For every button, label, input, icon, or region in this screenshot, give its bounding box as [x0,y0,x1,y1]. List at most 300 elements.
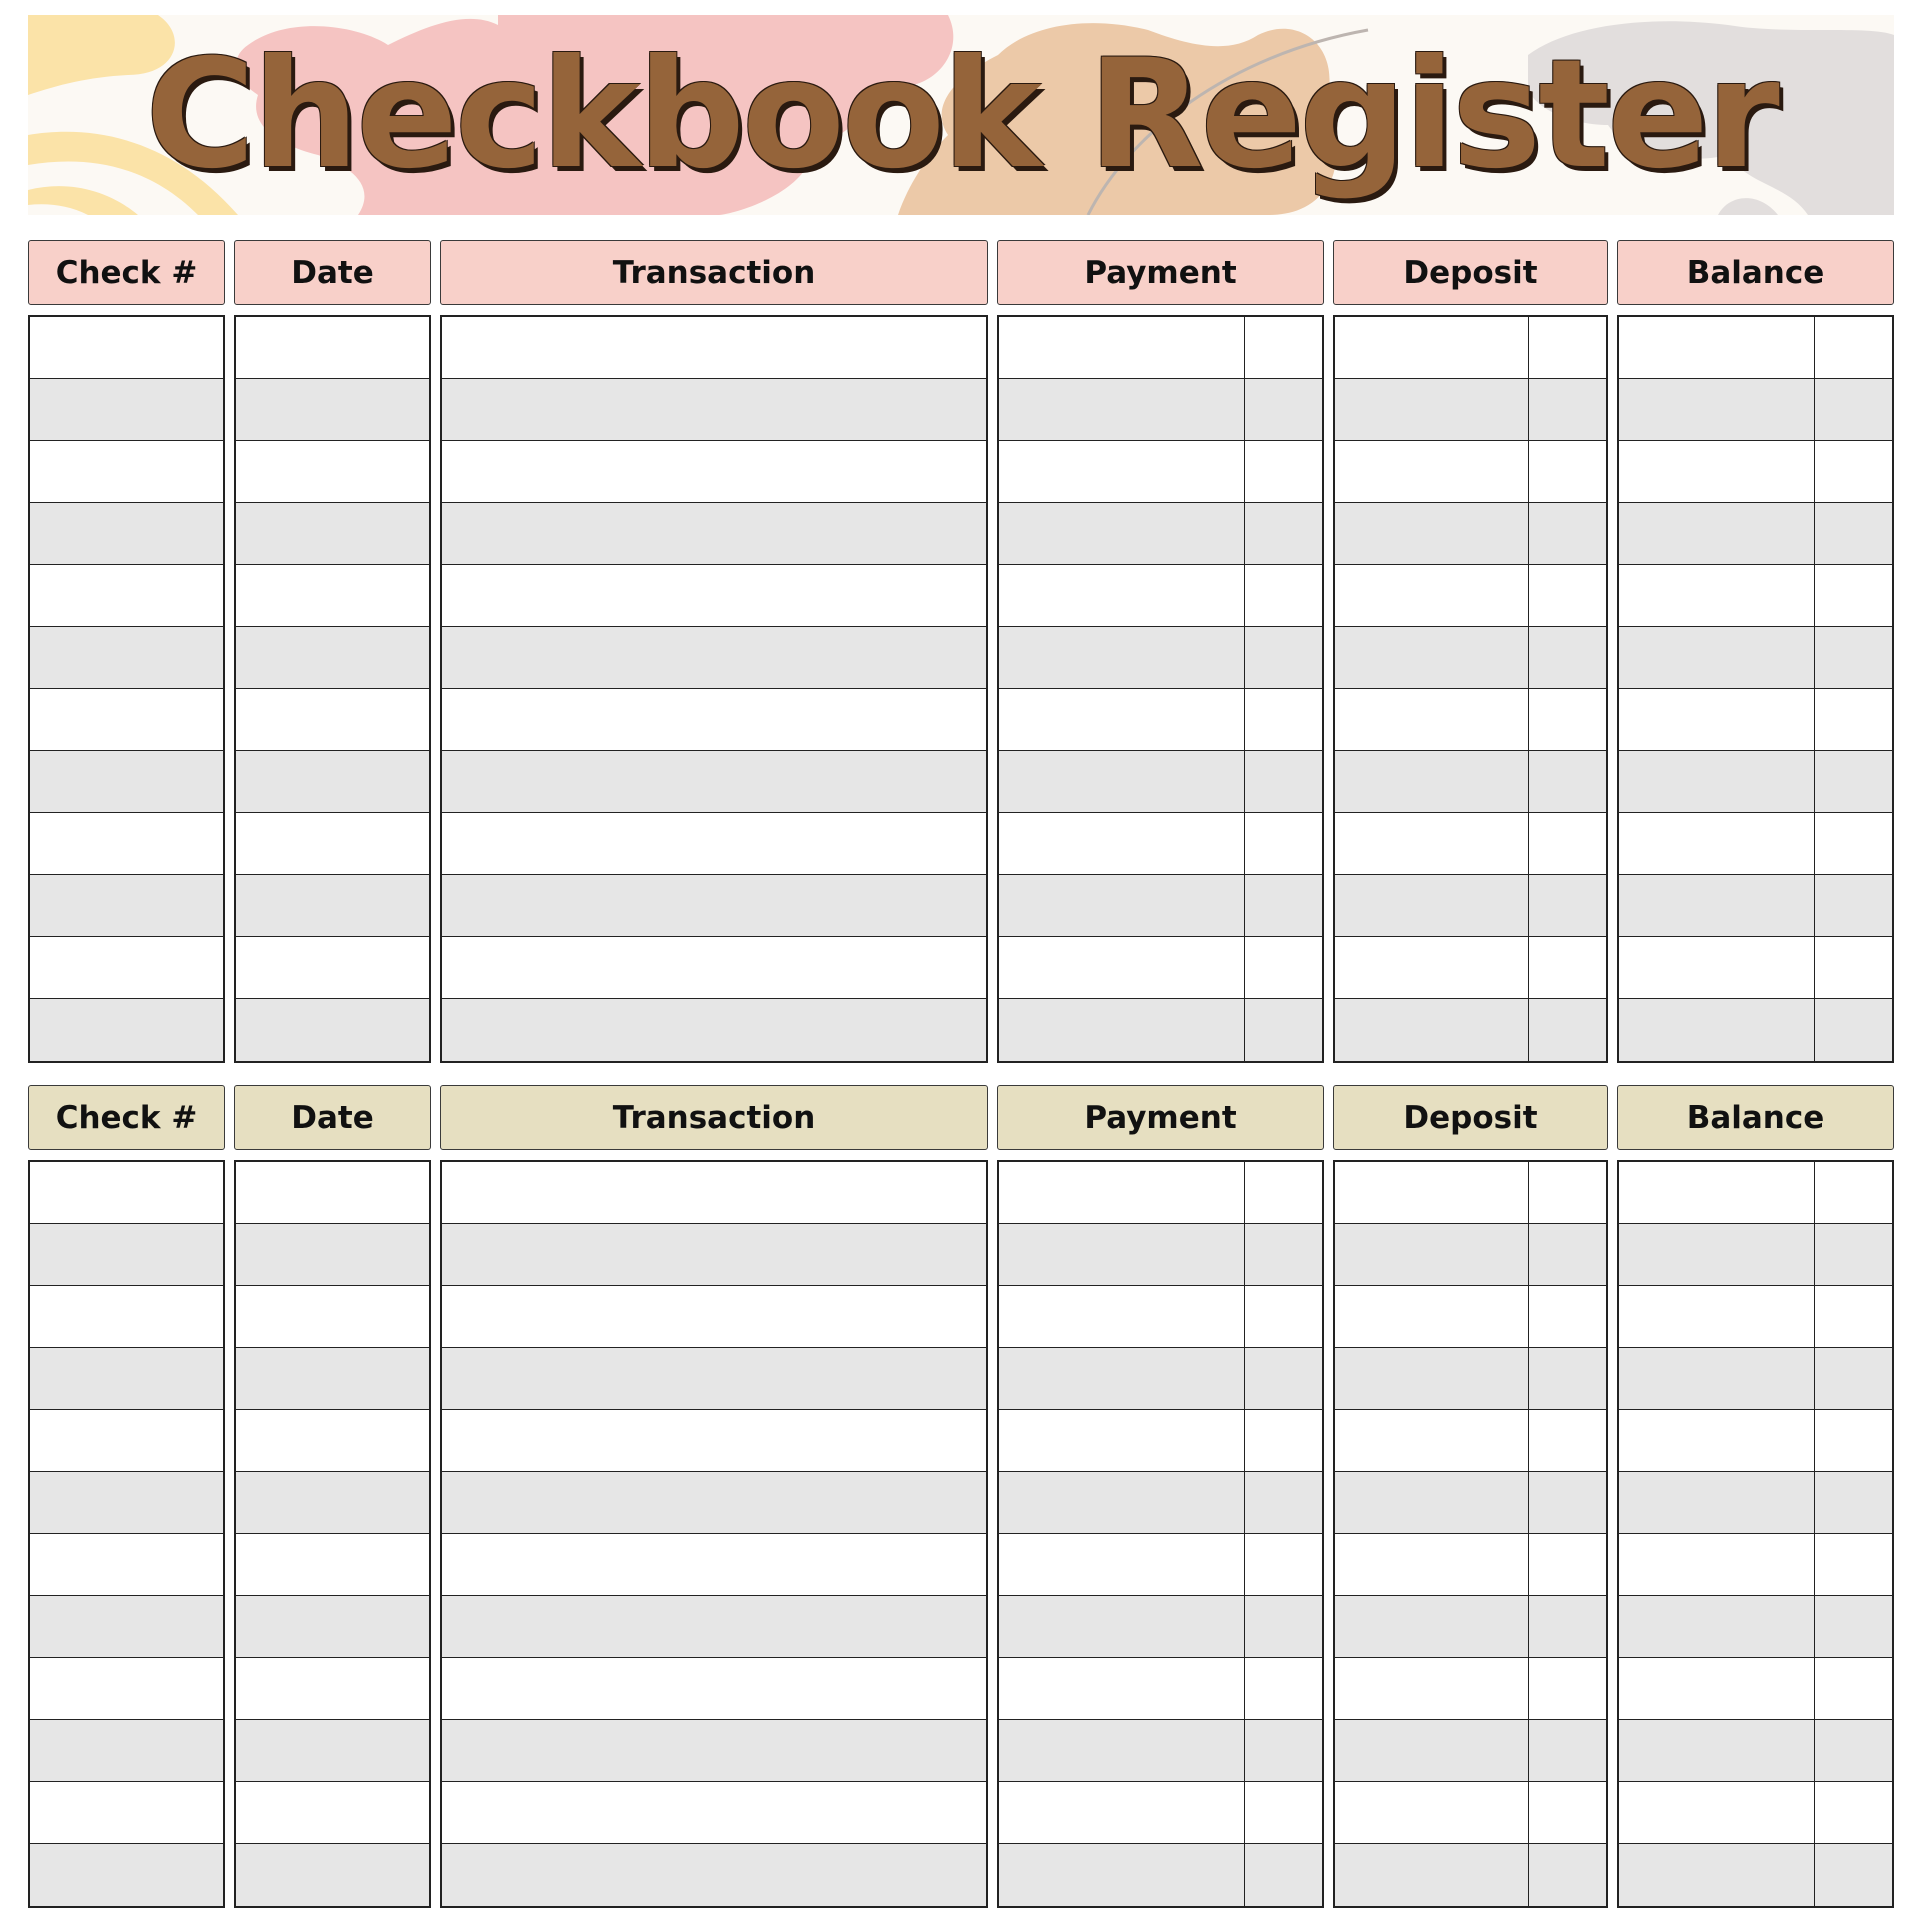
payment-cell[interactable] [999,627,1244,688]
table-row [1335,937,1606,999]
table-row [1335,565,1606,627]
payment-cell[interactable] [999,1472,1244,1533]
table-row [30,1286,223,1348]
check-cell[interactable] [30,1782,223,1843]
table-row [1619,875,1892,937]
balance-cents-cell[interactable] [1814,627,1892,688]
deposit-cents-cell[interactable] [1528,1658,1606,1719]
deposit-cents-cell[interactable] [1528,379,1606,440]
deposit-cell[interactable] [1335,937,1528,998]
transaction-cell[interactable] [442,1534,986,1595]
deposit-cents-cell[interactable] [1528,565,1606,626]
deposit-cell[interactable] [1335,875,1528,936]
deposit-cell[interactable] [1335,1286,1528,1347]
column-header-date: Date [234,1085,431,1150]
table-row [442,503,986,565]
balance-cents-cell[interactable] [1814,565,1892,626]
payment-cents-cell[interactable] [1244,875,1322,936]
balance-cell[interactable] [1619,937,1814,998]
table-row [442,999,986,1061]
balance-cell[interactable] [1619,1348,1814,1409]
payment-cents-cell[interactable] [1244,379,1322,440]
deposit-cell[interactable] [1335,1162,1528,1223]
table-row [1335,441,1606,503]
payment-cents-cell[interactable] [1244,999,1322,1061]
deposit-cell[interactable] [1335,565,1528,626]
deposit-cents-cell[interactable] [1528,1348,1606,1409]
date-cell[interactable] [236,999,429,1061]
table-row [1619,813,1892,875]
balance-cents-cell[interactable] [1814,1224,1892,1285]
column-header-check: Check # [28,240,225,305]
table-row [30,565,223,627]
table-row [1619,1844,1892,1906]
transaction-cell[interactable] [442,441,986,502]
deposit-cell[interactable] [1335,689,1528,750]
table-row [30,999,223,1061]
check-cell[interactable] [30,565,223,626]
table-row [442,1534,986,1596]
table-row [999,1224,1322,1286]
balance-cents-cell[interactable] [1814,1658,1892,1719]
payment-cell[interactable] [999,1410,1244,1471]
balance-cents-cell[interactable] [1814,1720,1892,1781]
balance-cell[interactable] [1619,813,1814,874]
deposit-cents-cell[interactable] [1528,1224,1606,1285]
payment-cents-cell[interactable] [1244,1596,1322,1657]
deposit-cents-cell[interactable] [1528,937,1606,998]
date-cell[interactable] [236,813,429,874]
table-row [1335,1472,1606,1534]
table-row [236,813,429,875]
payment-cents-cell[interactable] [1244,1162,1322,1223]
table-row [1619,1472,1892,1534]
transaction-cell[interactable] [442,379,986,440]
table-row [442,689,986,751]
deposit-cents-cell[interactable] [1528,1844,1606,1906]
payment-cents-cell[interactable] [1244,1782,1322,1843]
table-row [1335,627,1606,689]
transaction-cell[interactable] [442,1844,986,1906]
balance-cell[interactable] [1619,1286,1814,1347]
table-row [30,379,223,441]
balance-cell[interactable] [1619,1658,1814,1719]
balance-cents-cell[interactable] [1814,1348,1892,1409]
deposit-cents-cell[interactable] [1528,317,1606,378]
payment-cents-cell[interactable] [1244,627,1322,688]
balance-cell[interactable] [1619,1534,1814,1595]
deposit-cents-cell[interactable] [1528,1162,1606,1223]
table-row [236,379,429,441]
payment-cell[interactable] [999,1534,1244,1595]
date-cell[interactable] [236,1720,429,1781]
payment-cents-cell[interactable] [1244,1472,1322,1533]
payment-cell[interactable] [999,1720,1244,1781]
balance-cell[interactable] [1619,1844,1814,1906]
deposit-cell[interactable] [1335,317,1528,378]
table-row [1335,1286,1606,1348]
deposit-cents-cell[interactable] [1528,1286,1606,1347]
table-row [1335,875,1606,937]
table-row [999,379,1322,441]
balance-cell[interactable] [1619,999,1814,1061]
balance-cents-cell[interactable] [1814,751,1892,812]
payment-cell[interactable] [999,1162,1244,1223]
deposit-cents-cell[interactable] [1528,441,1606,502]
transaction-cell[interactable] [442,565,986,626]
payment-cell[interactable] [999,1224,1244,1285]
balance-cell[interactable] [1619,1162,1814,1223]
payment-cell[interactable] [999,751,1244,812]
deposit-cents-cell[interactable] [1528,689,1606,750]
balance-cents-cell[interactable] [1814,317,1892,378]
transaction-cell[interactable] [442,317,986,378]
balance-cents-cell[interactable] [1814,1472,1892,1533]
payment-cents-cell[interactable] [1244,1658,1322,1719]
balance-cents-cell[interactable] [1814,1844,1892,1906]
check-cell[interactable] [30,503,223,564]
date-cell[interactable] [236,565,429,626]
balance-cell[interactable] [1619,751,1814,812]
check-cell[interactable] [30,813,223,874]
payment-cents-cell[interactable] [1244,317,1322,378]
check-cell[interactable] [30,689,223,750]
deposit-cents-cell[interactable] [1528,1596,1606,1657]
transaction-cell[interactable] [442,875,986,936]
transaction-cell[interactable] [442,627,986,688]
transaction-cell[interactable] [442,751,986,812]
date-cell[interactable] [236,751,429,812]
date-cell[interactable] [236,1534,429,1595]
balance-cents-cell[interactable] [1814,875,1892,936]
deposit-cents-cell[interactable] [1528,875,1606,936]
column-balance [1617,1160,1894,1908]
table-row [999,937,1322,999]
deposit-cell[interactable] [1335,1472,1528,1533]
table-row [999,1410,1322,1472]
table-row [1619,1534,1892,1596]
table-row [236,1286,429,1348]
deposit-cents-cell[interactable] [1528,999,1606,1061]
transaction-cell[interactable] [442,1162,986,1223]
deposit-cents-cell[interactable] [1528,503,1606,564]
balance-cents-cell[interactable] [1814,1534,1892,1595]
deposit-cell[interactable] [1335,503,1528,564]
date-cell[interactable] [236,1472,429,1533]
column-header-payment: Payment [997,240,1324,305]
balance-cents-cell[interactable] [1814,813,1892,874]
date-cell[interactable] [236,627,429,688]
deposit-cell[interactable] [1335,1534,1528,1595]
deposit-cell[interactable] [1335,1410,1528,1471]
date-cell[interactable] [236,317,429,378]
payment-cell[interactable] [999,875,1244,936]
balance-cell[interactable] [1619,317,1814,378]
column-header-deposit: Deposit [1333,1085,1608,1150]
date-cell[interactable] [236,1286,429,1347]
table-row [1619,1596,1892,1658]
payment-cell[interactable] [999,999,1244,1061]
deposit-cents-cell[interactable] [1528,751,1606,812]
transaction-cell[interactable] [442,1658,986,1719]
table-row [442,1286,986,1348]
transaction-cell[interactable] [442,1782,986,1843]
payment-cents-cell[interactable] [1244,565,1322,626]
check-cell[interactable] [30,875,223,936]
table-row [236,1348,429,1410]
balance-cell[interactable] [1619,1224,1814,1285]
date-cell[interactable] [236,937,429,998]
deposit-cell[interactable] [1335,1224,1528,1285]
table-row [236,317,429,379]
date-cell[interactable] [236,875,429,936]
transaction-cell[interactable] [442,1596,986,1657]
transaction-cell[interactable] [442,503,986,564]
deposit-cents-cell[interactable] [1528,813,1606,874]
check-cell[interactable] [30,1224,223,1285]
balance-cell[interactable] [1619,1720,1814,1781]
transaction-cell[interactable] [442,937,986,998]
check-cell[interactable] [30,1844,223,1906]
table-row [999,317,1322,379]
transaction-cell[interactable] [442,1720,986,1781]
table-row [999,1782,1322,1844]
deposit-cell[interactable] [1335,1720,1528,1781]
column-header-date: Date [234,240,431,305]
payment-cell[interactable] [999,1596,1244,1657]
check-cell[interactable] [30,1348,223,1409]
table-row [236,1782,429,1844]
balance-cents-cell[interactable] [1814,441,1892,502]
payment-cents-cell[interactable] [1244,1224,1322,1285]
table-row [30,937,223,999]
balance-cell[interactable] [1619,441,1814,502]
balance-cell[interactable] [1619,875,1814,936]
table-row [236,565,429,627]
table-row [1335,689,1606,751]
payment-cell[interactable] [999,1658,1244,1719]
table-row [1335,1720,1606,1782]
balance-cents-cell[interactable] [1814,1782,1892,1843]
transaction-cell[interactable] [442,1410,986,1471]
balance-cell[interactable] [1619,627,1814,688]
balance-cents-cell[interactable] [1814,1596,1892,1657]
table-row [1335,1410,1606,1472]
date-cell[interactable] [236,379,429,440]
deposit-cents-cell[interactable] [1528,1720,1606,1781]
balance-cell[interactable] [1619,565,1814,626]
payment-cell[interactable] [999,1782,1244,1843]
balance-cents-cell[interactable] [1814,503,1892,564]
title-banner [28,15,1894,215]
table-row [1619,627,1892,689]
payment-cents-cell[interactable] [1244,689,1322,750]
payment-cell[interactable] [999,689,1244,750]
table-row [1619,1224,1892,1286]
check-cell[interactable] [30,1410,223,1471]
balance-cents-cell[interactable] [1814,1286,1892,1347]
payment-cell[interactable] [999,441,1244,502]
table-row [1619,1658,1892,1720]
deposit-cell[interactable] [1335,1658,1528,1719]
transaction-cell[interactable] [442,1472,986,1533]
table-row [30,1410,223,1472]
table-row [442,1782,986,1844]
check-cell[interactable] [30,1162,223,1223]
table-row [236,1410,429,1472]
column-deposit [1333,315,1608,1063]
deposit-cell[interactable] [1335,379,1528,440]
deposit-cell[interactable] [1335,1844,1528,1906]
table-row [236,1720,429,1782]
check-cell[interactable] [30,1472,223,1533]
table-row [1335,1534,1606,1596]
check-cell[interactable] [30,999,223,1061]
table-row [236,937,429,999]
deposit-cell[interactable] [1335,441,1528,502]
date-cell[interactable] [236,503,429,564]
table-row [30,1720,223,1782]
check-cell[interactable] [30,937,223,998]
payment-cell[interactable] [999,565,1244,626]
check-cell[interactable] [30,1534,223,1595]
deposit-cell[interactable] [1335,1348,1528,1409]
balance-cell[interactable] [1619,689,1814,750]
deposit-cents-cell[interactable] [1528,627,1606,688]
table-row [30,317,223,379]
table-row [30,1534,223,1596]
payment-cell[interactable] [999,937,1244,998]
column-header-payment: Payment [997,1085,1324,1150]
payment-cents-cell[interactable] [1244,1844,1322,1906]
check-cell[interactable] [30,1596,223,1657]
balance-cents-cell[interactable] [1814,1410,1892,1471]
transaction-cell[interactable] [442,1286,986,1347]
payment-cents-cell[interactable] [1244,751,1322,812]
payment-cell[interactable] [999,1844,1244,1906]
table-row [1619,1286,1892,1348]
payment-cell[interactable] [999,1286,1244,1347]
table-row [1335,999,1606,1061]
payment-cell[interactable] [999,379,1244,440]
check-cell[interactable] [30,441,223,502]
date-cell[interactable] [236,1410,429,1471]
check-cell[interactable] [30,1286,223,1347]
table-row [30,689,223,751]
table-row [1619,317,1892,379]
table-row [1335,1162,1606,1224]
date-cell[interactable] [236,1658,429,1719]
payment-cell[interactable] [999,813,1244,874]
table-row [442,1596,986,1658]
deposit-cents-cell[interactable] [1528,1534,1606,1595]
deposit-cell[interactable] [1335,813,1528,874]
payment-cents-cell[interactable] [1244,503,1322,564]
check-cell[interactable] [30,317,223,378]
table-row [999,999,1322,1061]
table-row [30,1472,223,1534]
balance-cell[interactable] [1619,1472,1814,1533]
payment-cents-cell[interactable] [1244,441,1322,502]
table-row [442,1224,986,1286]
table-row [442,875,986,937]
table-row [30,1162,223,1224]
transaction-cell[interactable] [442,1348,986,1409]
date-cell[interactable] [236,689,429,750]
balance-cell[interactable] [1619,503,1814,564]
balance-cell[interactable] [1619,1596,1814,1657]
balance-cents-cell[interactable] [1814,1162,1892,1223]
deposit-cents-cell[interactable] [1528,1472,1606,1533]
deposit-cell[interactable] [1335,751,1528,812]
table-row [442,1472,986,1534]
transaction-cell[interactable] [442,813,986,874]
balance-cents-cell[interactable] [1814,999,1892,1061]
payment-cents-cell[interactable] [1244,937,1322,998]
date-cell[interactable] [236,1596,429,1657]
payment-cents-cell[interactable] [1244,813,1322,874]
date-cell[interactable] [236,1844,429,1906]
transaction-cell[interactable] [442,1224,986,1285]
payment-cents-cell[interactable] [1244,1348,1322,1409]
table-row [30,441,223,503]
balance-cell[interactable] [1619,1782,1814,1843]
table-row [30,1782,223,1844]
payment-cell[interactable] [999,503,1244,564]
table-row [236,751,429,813]
deposit-cell[interactable] [1335,1782,1528,1843]
payment-cell[interactable] [999,317,1244,378]
date-cell[interactable] [236,1224,429,1285]
table-row [999,1844,1322,1906]
date-cell[interactable] [236,441,429,502]
deposit-cents-cell[interactable] [1528,1782,1606,1843]
payment-cents-cell[interactable] [1244,1720,1322,1781]
table-row [999,751,1322,813]
check-cell[interactable] [30,1658,223,1719]
date-cell[interactable] [236,1782,429,1843]
payment-cell[interactable] [999,1348,1244,1409]
check-cell[interactable] [30,1720,223,1781]
transaction-cell[interactable] [442,689,986,750]
payment-cents-cell[interactable] [1244,1410,1322,1471]
deposit-cell[interactable] [1335,999,1528,1061]
balance-cell[interactable] [1619,379,1814,440]
balance-cents-cell[interactable] [1814,689,1892,750]
deposit-cents-cell[interactable] [1528,1410,1606,1471]
table-row [1335,1782,1606,1844]
date-cell[interactable] [236,1162,429,1223]
deposit-cell[interactable] [1335,1596,1528,1657]
balance-cents-cell[interactable] [1814,379,1892,440]
check-cell[interactable] [30,379,223,440]
payment-cents-cell[interactable] [1244,1286,1322,1347]
balance-cell[interactable] [1619,1410,1814,1471]
date-cell[interactable] [236,1348,429,1409]
table-row [30,1658,223,1720]
check-cell[interactable] [30,751,223,812]
transaction-cell[interactable] [442,999,986,1061]
check-cell[interactable] [30,627,223,688]
payment-cents-cell[interactable] [1244,1534,1322,1595]
table-row [1619,999,1892,1061]
table-row [30,1224,223,1286]
table-row [1619,503,1892,565]
deposit-cell[interactable] [1335,627,1528,688]
balance-cents-cell[interactable] [1814,937,1892,998]
table-row [1335,1596,1606,1658]
table-row [1619,1720,1892,1782]
